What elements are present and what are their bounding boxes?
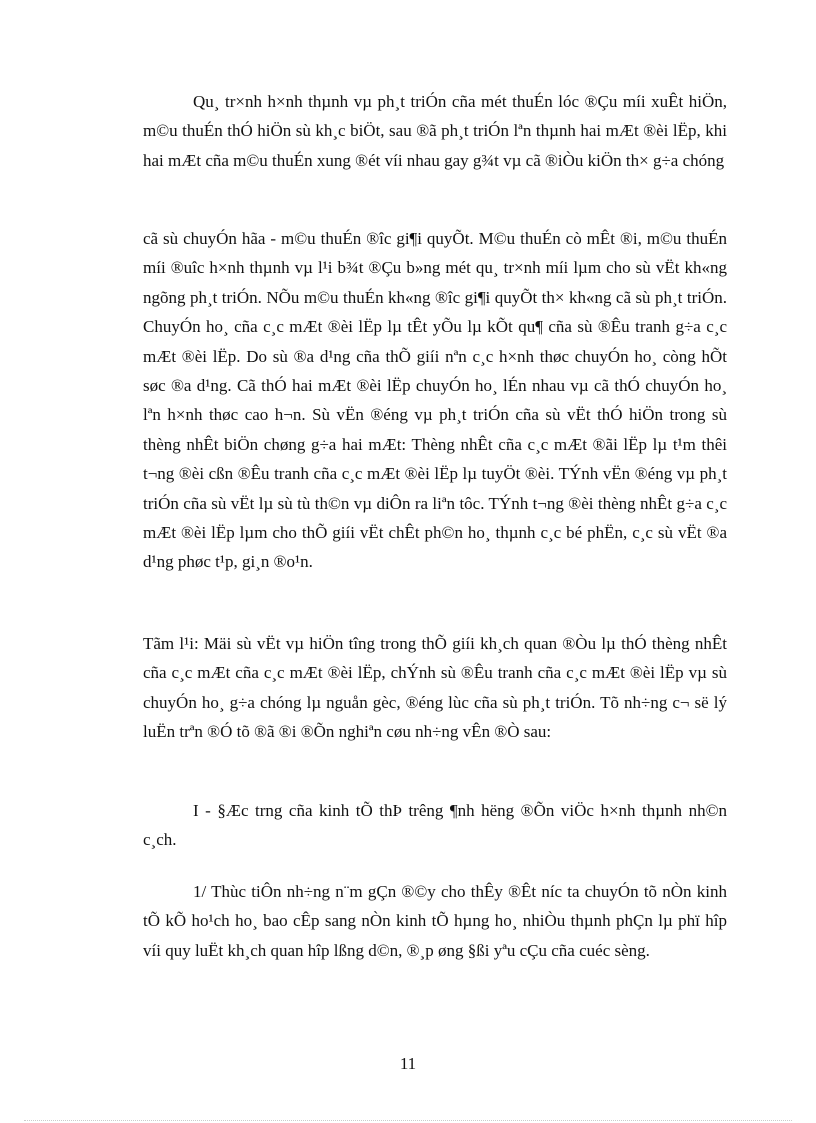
paragraph-3-summary: Tãm l¹i: Mäi sù vËt vµ hiÖn tîng trong thÕ giíi kh¸ch quan ®Òu lµ thÓ thèng nhÊt cña c¸c mÆt cña c¸c mÆt ®èi lËp, chÝnh sù ®Êu tranh cña c¸c mÆt ®èi lËp vµ sù chuyÓn ho¸ g÷a chóng lµ nguån gèc, ®éng lùc cña sù ph¸t triÓn. Tõ nh÷ng c¬ së lý luËn trªn ®Ó tõ ®ã ®i ®Õn nghiªn cøu nh÷ng vÊn ®Ò sau: (143, 634, 727, 742)
paragraph-2: cã sù chuyÓn hãa - m©u thuÉn ®îc gi¶i quyÕt. M©u thuÉn cò mÊt ®i, m©u thuÉn míi ®uîc h×nh thµnh vµ l¹i b¾t ®Çu b»ng mét qu¸ tr×nh míi lµm cho sù vËt kh«ng ngõng ph¸t triÓn. NÕu m©u thuÉn kh«ng ®îc gi¶i quyÕt th× kh«ng cã sù ph¸t triÓn. ChuyÓn ho¸ cña c¸c mÆt ®èi lËp lµ tÊt yÕu lµ kÕt qu¶ cña sù ®Êu tranh g÷a c¸c mÆt ®èi lËp. Do sù ®a d¹ng cña thÕ giíi nªn c¸c h×nh thøc chuyÓn ho¸ còng hÕt søc ®a d¹ng. Cã thÓ hai mÆt ®èi lËp chuyÓn ho¸ lÉn nhau vµ cã thÓ chuyÓn ho¸ lªn h×nh thøc cao h¬n. Sù vËn ®éng vµ ph¸t triÓn cña sù vËt thÓ hiÖn trong sù thèng nhÊt biÖn chøng g÷a hai mÆt: Thèng nhÊt cña c¸c mÆt ®ãi lËp lµ t¹m thêi t¬ng ®èi cßn ®Êu tranh cña c¸c mÆt ®èi lËp lµ tuyÖt ®èi. TÝnh vËn ®éng vµ ph¸t triÓn cña sù vËt lµ sù tù th©n vµ diÔn ra liªn tôc. TÝnh t¬ng ®èi thèng nhÊt g÷a c¸c mÆt ®èi lËp lµm cho thÕ giíi vËt chÊt ph©n ho¸ thµnh c¸c bé phËn, c¸c sù vËt ®a d¹ng phøc t¹p, gi¸n ®o¹n. (143, 229, 727, 572)
paragraph-1: Qu¸ tr×nh h×nh thµnh vµ ph¸t triÓn cña mét thuÉn lóc ®Çu míi xuÊt hiÖn, m©u thuÉn thÓ hiÖn sù kh¸c biÖt, sau ®ã ph¸t triÓn lªn thµnh hai mÆt ®èi lËp, khi hai mÆt cña m©u thuÉn xung ®ét víi nhau gay g¾t vµ cã ®iÒu kiÖn th× g÷a chóng (143, 92, 727, 170)
paragraph-4: 1/ Thùc tiÔn nh÷ng n¨m gÇn ®©y cho thÊy ®Êt níc ta chuyÓn tõ nÒn kinh tÕ kÕ ho¹ch ho¸ bao cÊp sang nÒn kinh tÕ hµng ho¸ nhiÒu thµnh phÇn lµ phï hîp víi quy luËt kh¸ch quan hîp lßng d©n, ®¸p øng §ßi yªu cÇu cña cuéc sèng. (143, 882, 727, 960)
section-heading-I: I - §Æc trng cña kinh tÕ thÞ trêng ¶nh hëng ®Õn viÖc h×nh thµnh nh©n c¸ch. (143, 801, 727, 850)
page-number: 11 (399, 1054, 417, 1073)
footer-divider (24, 1120, 792, 1121)
